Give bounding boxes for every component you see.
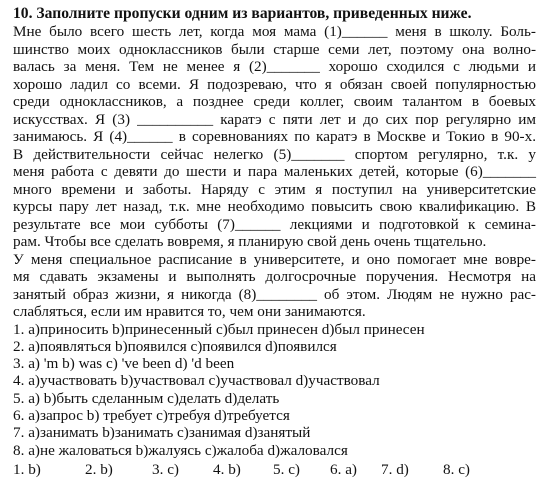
answer-8: 8. c)	[443, 460, 470, 478]
option-row-5: 5. a) b)быть сделанным c)делать d)делать	[13, 389, 280, 407]
answer-7: 7. d)	[381, 460, 409, 478]
option-row-7: 7. a)занимать b)занимать c)занимая d)занятый	[13, 424, 311, 442]
passage-line: курсы пару лет назад, т.к. мне необходимо повысить свою квалификацию. В	[13, 198, 536, 215]
passage-line: Мне было всего шесть лет, когда моя мама (1)______ меня в школу. Боль-	[13, 23, 536, 40]
answer-4: 4. b)	[213, 460, 241, 478]
answer-2: 2. b)	[85, 460, 113, 478]
option-row-4: 4. a)участвовать b)участвовал c)участвовал d)участвовал	[13, 372, 380, 390]
passage-line: В действительности сейчас нелегко (5)_______ спортом регулярно, т.к. у	[13, 145, 536, 163]
passage-line: много времени и заботы. Наряду с этим я поступил на университетские	[13, 180, 536, 198]
option-row-3: 3. a) 'm b) was c) 've been d) 'd been	[13, 355, 235, 373]
answer-6: 6. a)	[330, 460, 357, 478]
answer-key-row	[13, 461, 536, 479]
answer-1: 1. b)	[13, 460, 41, 478]
passage-line: У меня специальное расписание в университете, и оно помогает мне вовре-	[13, 250, 536, 268]
passage-line: среди одноклассников, а позднее среди коллег, своим талантом в боевых	[13, 93, 536, 110]
passage-line: валась за меня. Тем не менее я (2)_______ хорошо сходился с людьми и	[13, 58, 536, 75]
passage-line: занимаюсь. Я (4)______ в соревнованиях по каратэ в Москве и Токио в 90-х.	[13, 128, 536, 145]
passage-line: меня работа с девяти до шести и пара маленьких детей, которые (6)_______	[13, 163, 536, 180]
answer-3: 3. c)	[152, 460, 179, 478]
passage-line: мя сдавать экзамены и выполнять долгосрочные поручения. Несмотря на	[13, 268, 536, 285]
passage-text	[13, 23, 536, 321]
passage-line: занятый образ жизни, я никогда (8)________ об этом. Людям не нужно рас-	[13, 285, 536, 303]
passage-line: искусствах. Я (3) __________ каратэ с пяти лет и до сих пор регулярно им	[13, 110, 536, 128]
passage-line: шинство моих одноклассников были старше семи лет, поэтому она волно-	[13, 40, 536, 58]
answer-5: 5. c)	[273, 460, 300, 478]
option-row-6: 6. a)запрос b) требует c)требуя d)требуется	[13, 406, 290, 424]
option-row-1: 1. a)приносить b)принесенный c)был принесен d)был принесен	[13, 320, 425, 338]
option-row-2: 2. a)появляться b)появился c)появился d)появился	[13, 337, 337, 355]
options-list	[13, 321, 536, 459]
task-title: 10. Заполните пропуски одним из вариантов, приведенных ниже.	[13, 5, 472, 22]
passage-line: слабляться, если им нравится то, чем они занимаются.	[13, 303, 366, 320]
passage-line: результате все мои субботы (7)______ лекциями и подготовкой к семина-	[13, 215, 536, 233]
passage-line: хорошо ладил со всеми. Я подозреваю, что я обязан своей популярностью	[13, 75, 536, 93]
option-row-8: 8. a)не жаловаться b)жалуясь c)жалоба d)жаловался	[13, 441, 348, 459]
passage-line: рам. Чтобы все сделать вовремя, я планирую свой день очень тщательно.	[13, 233, 487, 250]
